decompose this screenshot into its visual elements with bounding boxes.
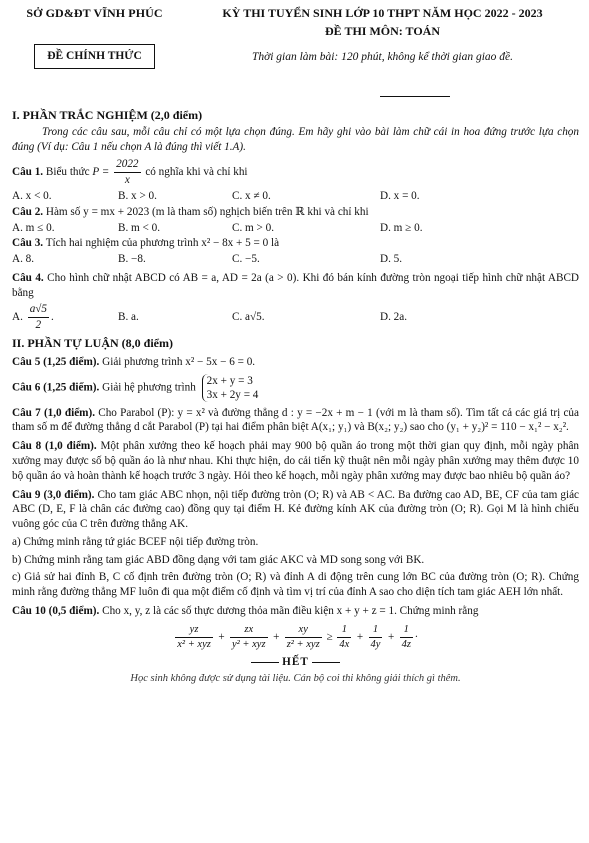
end-line-left [251, 662, 279, 663]
q9-part-a: a) Chứng minh rằng tứ giác BCEF nội tiếp đường tròn. [12, 535, 259, 548]
q2-text: Hàm số y = mx + 2023 (m là tham số) nghịch biến trên ℝ khi và chỉ khi [45, 205, 369, 218]
q1-options [12, 189, 579, 204]
q1-text-b: có nghĩa khi và chỉ khi [145, 166, 248, 179]
q5-text: Giải phương trình x² − 5x − 6 = 0. [102, 355, 256, 368]
q9-part-c: c) Giả sử hai đỉnh B, C cố định trên đường tròn (O; R) và đỉnh A di động trên cung lớn BC của đường tròn (O; R). Chứng minh rằng đường thẳng MF luôn đi qua một điểm cố định và tìm vị trí của đỉnh A sao cho diện tích tam giác AEH lớn nhất. [12, 571, 579, 599]
q4-option-a-suffix: . [51, 311, 54, 324]
q10-term-2 [230, 623, 268, 652]
exam-content [12, 106, 579, 686]
q7-text: Cho Parabol (P): y = x² và đường thẳng d : y = −2x + m − 1 (với m là tham số). Tìm tất cả các giá trị của tham số m để đường thẳng d cắt Parabol (P) tại hai điểm phân biệt A(x₁; y₁) và B(x₂; y₂) sao cho (y₁ + y₂)² = 110 − x₁² − x₂². [12, 406, 579, 434]
q10-rhs-1 [337, 623, 351, 652]
q9-text: Cho tam giác ABC nhọn, nội tiếp đường tròn (O; R) và AB < AC. Ba đường cao AD, BE, CF của tam giác ABC (D, E, F là chân các đường cao) đồng quy tại điểm H. Kẻ đường kính AK của đường tròn (O; R). Gọi M là hình chiếu vuông góc của C trên đường thẳng AK. [12, 488, 580, 531]
part1-instructions: Trong các câu sau, mỗi câu chỉ có một lựa chọn đúng. Em hãy ghi vào bài làm chữ cái in hoa đứng trước lựa chọn đúng (Ví dụ: Câu 1 nếu chọn A là đúng thì viết 1.A). [12, 125, 579, 153]
q1-option-a: A. x < 0. [12, 189, 52, 202]
q8-label: Câu 8 (1,0 điểm). [12, 440, 97, 453]
q2-option-b: B. m < 0. [118, 221, 161, 234]
question-6 [12, 374, 579, 402]
q6-equation-system [202, 374, 259, 402]
q10-rhs-2 [369, 623, 383, 652]
q6-text: Giải hệ phương trình [102, 381, 196, 394]
q1-fraction [114, 157, 140, 188]
department-name: SỞ GD&ĐT VĨNH PHÚC [26, 6, 163, 20]
end-line-right [312, 662, 340, 663]
q2-label: Câu 2. [12, 205, 44, 218]
q10-ge: ≥ [326, 630, 333, 643]
q10-rhs-1-den: 4x [339, 638, 350, 650]
q4-option-b: B. a. [118, 311, 139, 324]
q7-label: Câu 7 (1,0 điểm). [12, 406, 96, 419]
q4-option-a-num: a√5 [28, 302, 49, 318]
q4-option-d: D. 2a. [380, 311, 408, 324]
question-1 [12, 157, 579, 188]
q10-plus-1: + [217, 630, 226, 643]
q10-rhs-3 [400, 623, 413, 652]
q10-term-1-num: yz [175, 623, 213, 638]
q4-option-a-fraction [28, 302, 49, 333]
q3-option-d: D. 5. [380, 253, 403, 266]
end-marker [12, 655, 579, 670]
q9-label: Câu 9 (3,0 điểm). [12, 488, 95, 501]
q10-rhs-2-num: 1 [369, 623, 383, 638]
q10-label: Câu 10 (0,5 điểm). [12, 604, 100, 617]
part1-title: I. PHẦN TRẮC NGHIỆM (2,0 điểm) [12, 108, 203, 122]
q10-term-2-num: zx [230, 623, 268, 638]
q10-plus-3: + [356, 630, 364, 643]
q4-option-c: C. a√5. [232, 311, 265, 324]
exam-header [0, 6, 589, 101]
q3-option-a: A. 8. [12, 253, 35, 266]
q8-text: Một phân xưởng theo kế hoạch phải may 900 bộ quần áo trong một thời gian quy định, mỗi ngày phân xưởng may được số bộ quần áo là như nhau. Khi thực hiện, do cải tiến kỹ thuật nên mỗi ngày phân xưởng may thêm được 10 bộ quần áo và hoàn thành kế hoạch trước 3 ngày. Hỏi theo kế hoạch, mỗi ngày phân xưởng may được bao nhiêu bộ quần áo? [12, 440, 580, 482]
q1-text-a: Biểu thức [45, 166, 90, 179]
q10-inequality [12, 623, 579, 652]
q10-plus-2: + [272, 630, 280, 643]
question-5 [12, 355, 579, 370]
time-note: Thời gian làm bài: 120 phút, không kể thời gian giao đề. [251, 50, 514, 63]
q1-option-d: D. x = 0. [380, 189, 420, 202]
question-2 [12, 205, 579, 220]
q4-text: Cho hình chữ nhật ABCD có AB = a, AD = 2a (a > 0). Khi đó bán kính đường tròn ngoại tiếp hình chữ nhật ABCD bằng [12, 271, 579, 299]
q3-option-c: C. −5. [232, 253, 260, 266]
q6-label: Câu 6 (1,25 điểm). [12, 381, 100, 394]
exam-title: KỲ THI TUYỂN SINH LỚP 10 THPT NĂM HỌC 2022 - 2023 [222, 6, 543, 20]
q1-option-c: C. x ≠ 0. [232, 189, 271, 202]
header-right [182, 6, 583, 65]
q6-equation-2: 3x + 2y = 4 [206, 388, 259, 401]
q5-label: Câu 5 (1,25 điểm). [12, 355, 100, 368]
q10-rhs-3-num: 1 [400, 623, 413, 638]
part2-title: II. PHẦN TỰ LUẬN (8,0 điểm) [12, 335, 173, 350]
q2-option-c: C. m > 0. [232, 221, 275, 234]
q3-options [12, 252, 579, 267]
q2-option-a: A. m ≤ 0. [12, 221, 55, 234]
end-text: HẾT [282, 656, 309, 669]
footer-note: Học sinh không được sử dụng tài liệu. Cán bộ coi thi không giải thích gì thêm. [130, 673, 461, 685]
q3-text: Tích hai nghiệm của phương trình x² − 8x + 5 = 0 là [45, 237, 280, 250]
q3-option-b: B. −8. [118, 253, 146, 266]
q1-label: Câu 1. [12, 166, 44, 179]
q4-option-a-prefix: A. [12, 311, 23, 324]
question-4 [12, 271, 579, 301]
question-10 [12, 604, 579, 619]
q9-part-b: b) Chứng minh rằng tam giác ABD đồng dạng với tam giác AKC và MD song song với BK. [12, 553, 425, 566]
q10-term-3-num: xy [285, 623, 322, 638]
q10-term-1-den: x² + xyz [177, 638, 211, 650]
q2-options [12, 221, 579, 236]
question-7 [12, 406, 579, 436]
q1-option-b: B. x > 0. [118, 189, 157, 202]
header-left [12, 6, 177, 69]
q10-term-2-den: y² + xyz [231, 638, 266, 650]
q1-denominator: x [124, 174, 130, 187]
q10-term-1 [175, 623, 213, 652]
exam-subject: ĐỀ THI MÔN: TOÁN [324, 23, 441, 38]
q10-term-3 [285, 623, 322, 652]
q4-label: Câu 4. [12, 271, 44, 284]
q10-tail: · [414, 630, 418, 643]
official-stamp: ĐỀ CHÍNH THỨC [34, 44, 155, 69]
q1-numerator: 2022 [114, 157, 140, 173]
q4-options [12, 302, 579, 333]
q2-option-d: D. m ≥ 0. [380, 221, 423, 234]
q3-label: Câu 3. [12, 237, 44, 250]
q4-option-a-den: 2 [35, 319, 42, 332]
header-rule [380, 96, 450, 97]
question-3 [12, 236, 579, 251]
q6-equation-1: 2x + y = 3 [206, 374, 253, 387]
question-9 [12, 488, 579, 532]
q10-rhs-1-num: 1 [337, 623, 351, 638]
q1-expr-p: P = [92, 166, 110, 179]
q10-term-3-den: z² + xyz [286, 638, 320, 650]
q10-text: Cho x, y, z là các số thực dương thỏa mãn điều kiện x + y + z = 1. Chứng minh rằng [102, 604, 479, 617]
q10-rhs-3-den: 4z [401, 638, 411, 650]
q4-option-a [12, 302, 118, 333]
q10-plus-4: + [387, 630, 395, 643]
question-8 [12, 439, 579, 483]
q10-rhs-2-den: 4y [370, 638, 381, 650]
